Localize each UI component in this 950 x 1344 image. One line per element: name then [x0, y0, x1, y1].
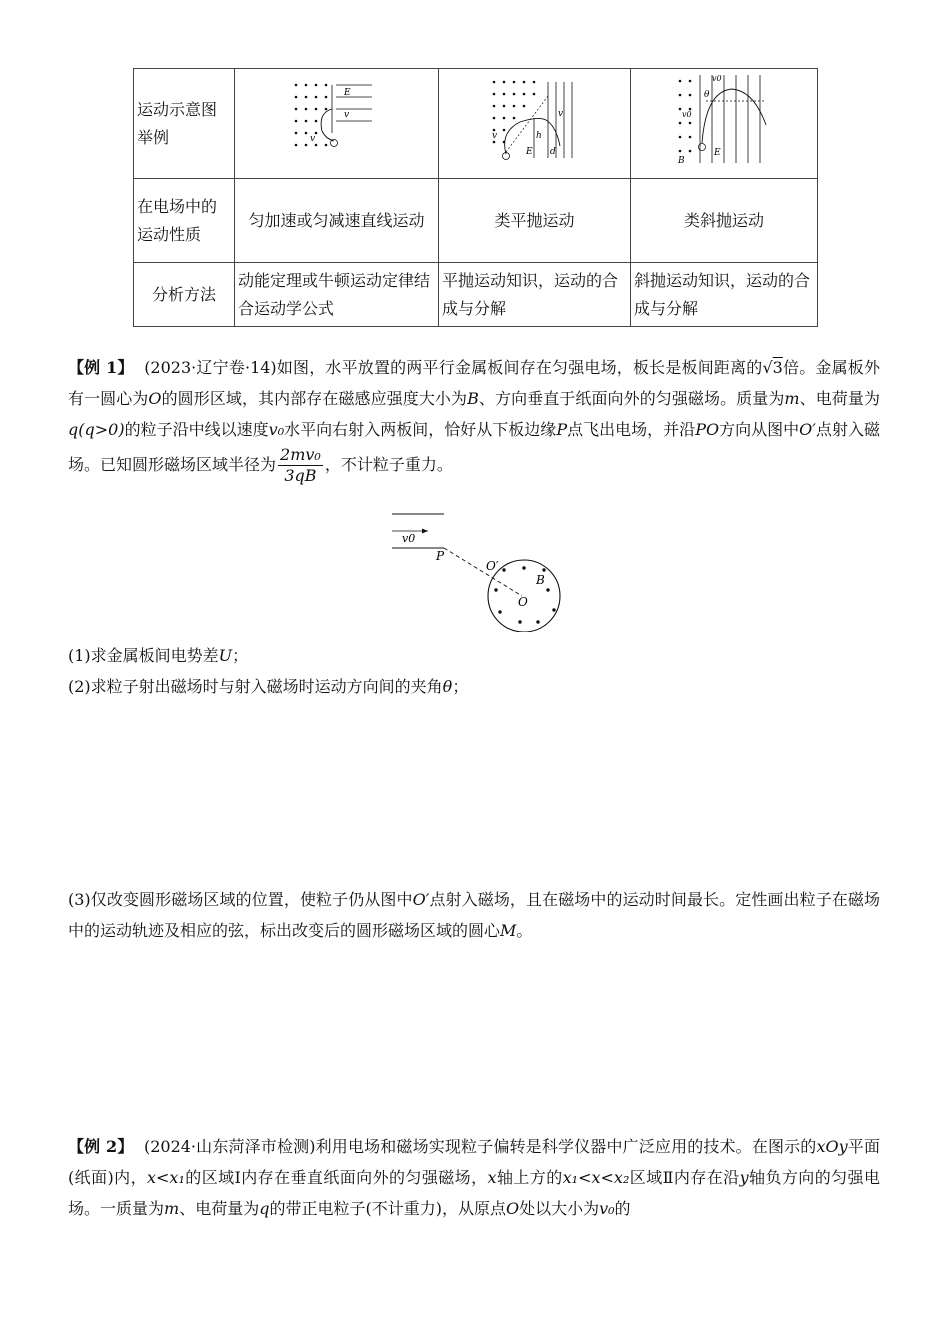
svg-text:E: E — [343, 88, 351, 98]
svg-text:E: E — [714, 148, 721, 158]
example-label: 【例 2】 — [68, 1137, 134, 1156]
svg-text:v: v — [309, 134, 315, 144]
diagram-linear-motion — [292, 79, 382, 159]
svg-text:O: O — [518, 595, 528, 609]
diagram-cell-3 — [631, 69, 818, 179]
svg-text:B: B — [678, 156, 685, 166]
table-cell: 类斜抛运动 — [631, 179, 818, 263]
svg-text:P: P — [436, 549, 445, 563]
question-2: (2)求粒子射出磁场时与射入磁场时运动方向间的夹角θ； — [68, 677, 469, 696]
table-cell: 平抛运动知识，运动的合成与分解 — [439, 263, 631, 327]
svg-text:v0: v0 — [682, 110, 692, 119]
table-cell: 类平抛运动 — [439, 179, 631, 263]
diagram-projectile-motion — [490, 76, 580, 162]
svg-text:h: h — [535, 131, 542, 141]
table-cell: 匀加速或匀减速直线运动 — [235, 179, 439, 263]
example2-statement: 【例 2】 (2024·山东菏泽市检测)利用电场和磁场实现粒子偏转是科学仪器中广泛应用的技术。在图示的xOy平面(纸面)内，x<x₁的区域Ⅰ内存在垂直纸面向外的匀强磁场，x轴上方的x₁<x<x₂区域Ⅱ内存在沿y轴负方向的匀强电场。一质量为m、电荷量为q的带正电粒子(不计重力)，从原点O处以大小为v₀的 — [68, 1137, 880, 1218]
row-header: 分析方法 — [134, 263, 235, 327]
row-header: 运动示意图举例 — [134, 69, 235, 179]
example-source: (2024·山东菏泽市检测) — [143, 1137, 316, 1156]
diagram-cell-2 — [439, 69, 631, 179]
svg-text:d: d — [549, 147, 556, 157]
svg-text:v: v — [343, 110, 349, 120]
svg-text:v: v — [557, 109, 563, 119]
table-row — [134, 179, 818, 263]
row-header: 在电场中的运动性质 — [134, 179, 235, 263]
question-3: (3)仅改变圆形磁场区域的位置，使粒子仍从图中O′点射入磁场，且在磁场中的运动时间最长。定性画出粒子在磁场中的运动轨迹及相应的弦，标出改变后的圆形磁场区域的圆心M。 — [68, 890, 880, 940]
table-cell: 斜抛运动知识，运动的合成与分解 — [631, 263, 818, 327]
example-source: (2023·辽宁卷·14) — [144, 358, 277, 377]
table-cell: 动能定理或牛顿运动定律结合运动学公式 — [235, 263, 439, 327]
svg-text:v: v — [491, 131, 497, 141]
svg-text:B: B — [536, 573, 545, 587]
table-row — [134, 263, 818, 327]
table-row — [134, 69, 818, 179]
diagram-cell-1 — [235, 69, 439, 179]
svg-text:E: E — [525, 147, 533, 157]
svg-text:v0: v0 — [402, 532, 416, 545]
svg-text:θ: θ — [704, 90, 710, 100]
example1-figure — [388, 510, 564, 632]
question-1: (1)求金属板间电势差U； — [68, 646, 249, 665]
diagram-oblique-projectile-motion — [676, 71, 772, 167]
example-label: 【例 1】 — [68, 358, 134, 377]
svg-text:O′: O′ — [486, 559, 499, 573]
summary-table — [133, 68, 818, 327]
svg-text:v0: v0 — [712, 74, 722, 83]
radius-fraction: $\frac{\text{2mv₀}}{3qB}$ — [280, 445, 321, 485]
sqrt-symbol: √3 — [762, 358, 783, 377]
example1-statement: 【例 1】 (2023·辽宁卷·14)如图，水平放置的两平行金属板间存在匀强电场，板长是板间距离的√3倍。金属板外有一圆心为O的圆形区域，其内部存在磁感应强度大小为B、方向垂直于纸面向外的匀强磁场。质量为m、电荷量为q(q>0)的粒子沿中线以速度v₀水平向右射入两板间，恰好从下板边缘P点飞出电场，并沿PO方向从图中O′点射入磁场。已知圆形磁场区域半径为 $\frac{\text{2mv₀}}{3qB}$ ，不计粒子重力。 — [68, 358, 880, 485]
